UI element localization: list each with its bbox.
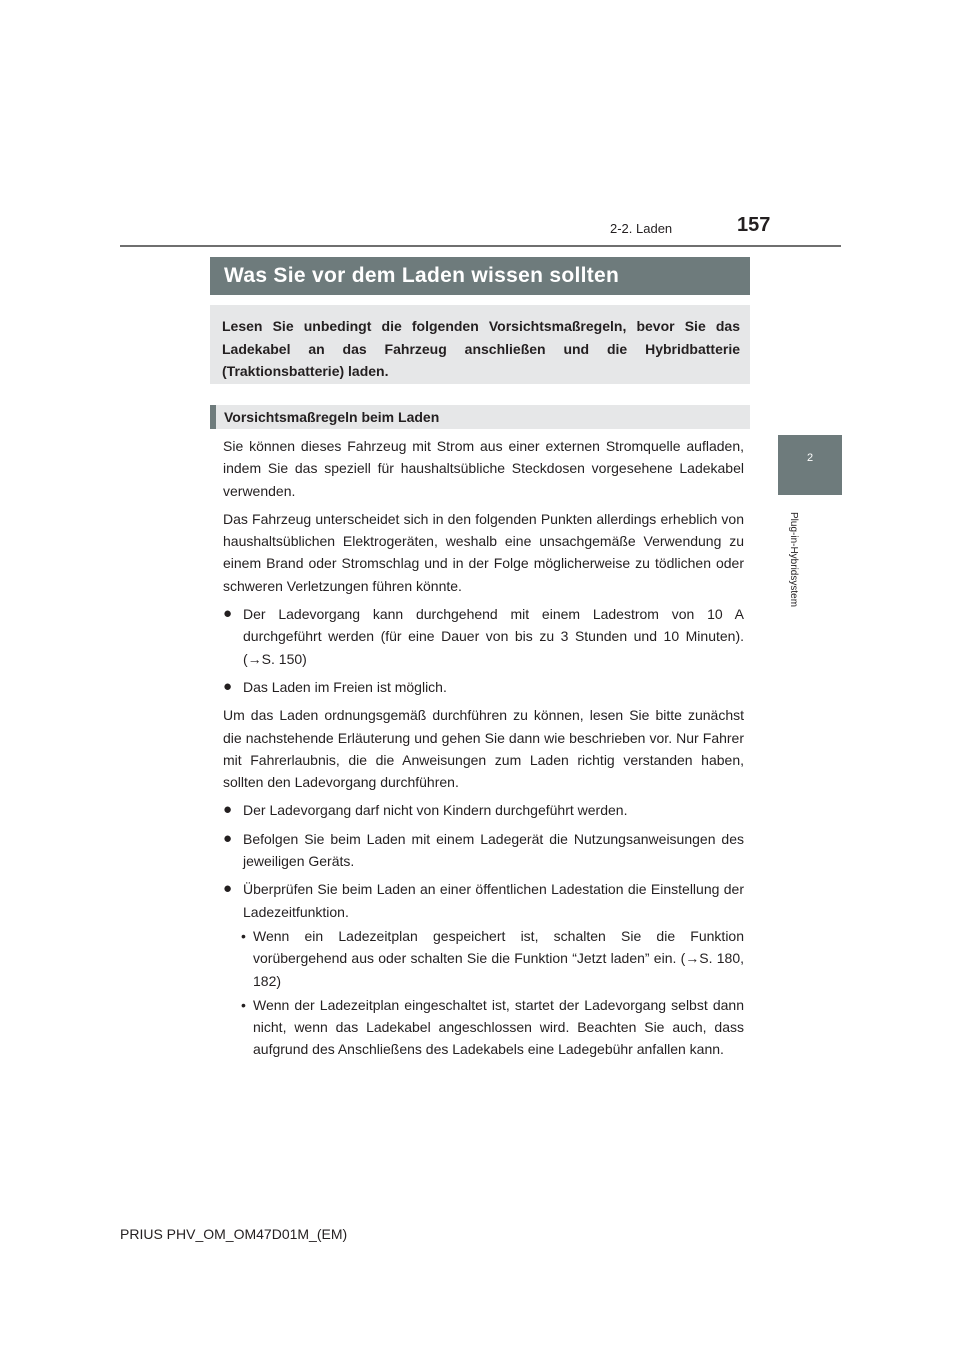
sub-bullet-item — [223, 925, 744, 992]
paragraph: Sie können dieses Fahrzeug mit Strom aus einer externen Stromquelle aufladen, indem Sie das speziell für haushaltsübliche Steckdosen vorgesehene Ladekabel verwenden. — [223, 438, 744, 499]
subheading: Vorsichtsmaßregeln beim Laden — [224, 409, 440, 425]
bullet-icon: ● — [223, 829, 233, 847]
intro-box: Lesen Sie unbedingt die folgenden Vorsichtsmaßregeln, bevor Sie das Ladekabel an das Fahrzeug anschließen und die Hybridbatterie (Traktionsbatterie) laden. — [210, 305, 750, 384]
bullet-icon: ● — [223, 677, 233, 695]
sub-bullet-icon: • — [241, 927, 246, 944]
section-header: 2-2. Laden — [610, 221, 673, 236]
bullet-text: Befolgen Sie beim Laden mit einem Ladegerät die Nutzungsanweisungen des jeweiligen Geräts. — [243, 830, 744, 870]
footer-code: PRIUS PHV_OM_OM47D01M_(EM) — [120, 1226, 348, 1242]
sub-bullet-text: Wenn ein Ladezeitplan gespeichert ist, schalten Sie die Funktion vorübergehend aus oder schalten Sie die Funktion “Jetzt laden” ein. (→S. 180, 182) — [253, 927, 744, 989]
bullet-text: Der Ladevorgang darf nicht von Kindern durchgeführt werden. — [243, 802, 628, 819]
page-title: Was Sie vor dem Laden wissen sollten — [210, 257, 750, 295]
subheading-bar — [210, 405, 750, 429]
sub-bullet-icon: • — [241, 996, 246, 1013]
bullet-icon: ● — [223, 605, 233, 623]
bullet-item — [223, 828, 744, 873]
sub-bullet-item — [223, 994, 744, 1061]
page-number: 157 — [737, 214, 771, 236]
bullet-item — [223, 878, 744, 923]
bullet-text: Der Ladevorgang kann durchgehend mit einem Ladestrom von 10 A durchgeführt werden (für eine Dauer von bis zu 3 Stunden und 10 Minuten). (→S. 150) — [243, 606, 744, 667]
bullet-icon: ● — [223, 801, 233, 819]
bullet-icon: ● — [223, 880, 233, 898]
bullet-text: Überprüfen Sie beim Laden an einer öffentlichen Ladestation die Einstellung der Ladezeitfunktion. — [243, 881, 744, 920]
bullet-item — [223, 676, 744, 698]
sub-bullet-text: Wenn der Ladezeitplan eingeschaltet ist, startet der Ladevorgang selbst dann nicht, wenn das Ladekabel angeschlossen wird. Beachten Sie auch, dass aufgrund des Anschließens des Ladekabels eine Ladegebühr anfallen kann. — [253, 996, 744, 1058]
bullet-text: Das Laden im Freien ist möglich. — [243, 678, 447, 695]
subheading-accent — [210, 405, 216, 429]
bullet-item — [223, 603, 744, 670]
paragraph: Um das Laden ordnungsgemäß durchführen zu können, lesen Sie bitte zunächst die nachstehende Erläuterung und gehen Sie dann wie beschrieben vor. Nur Fahrer mit Fahrerlaubnis, die die Anweisungen zum Laden richtig verstanden haben, sollten den Ladevorgang durchführen. — [223, 707, 744, 791]
chapter-label: Plug-in-Hybridsystem — [788, 512, 799, 608]
chapter-tab — [778, 435, 842, 495]
header-rule — [120, 245, 841, 247]
chapter-number: 2 — [806, 452, 814, 464]
body-text — [223, 435, 744, 1063]
bullet-item — [223, 799, 744, 821]
paragraph: Das Fahrzeug unterscheidet sich in den folgenden Punkten allerdings erheblich von haushaltsüblichen Elektrogeräten, weshalb eine unsachgemäße Verwendung zu einem Brand oder Stromschlag und in der Folge möglicherweise zu tödlichen oder schweren Verletzungen führen könnte. — [223, 510, 744, 594]
